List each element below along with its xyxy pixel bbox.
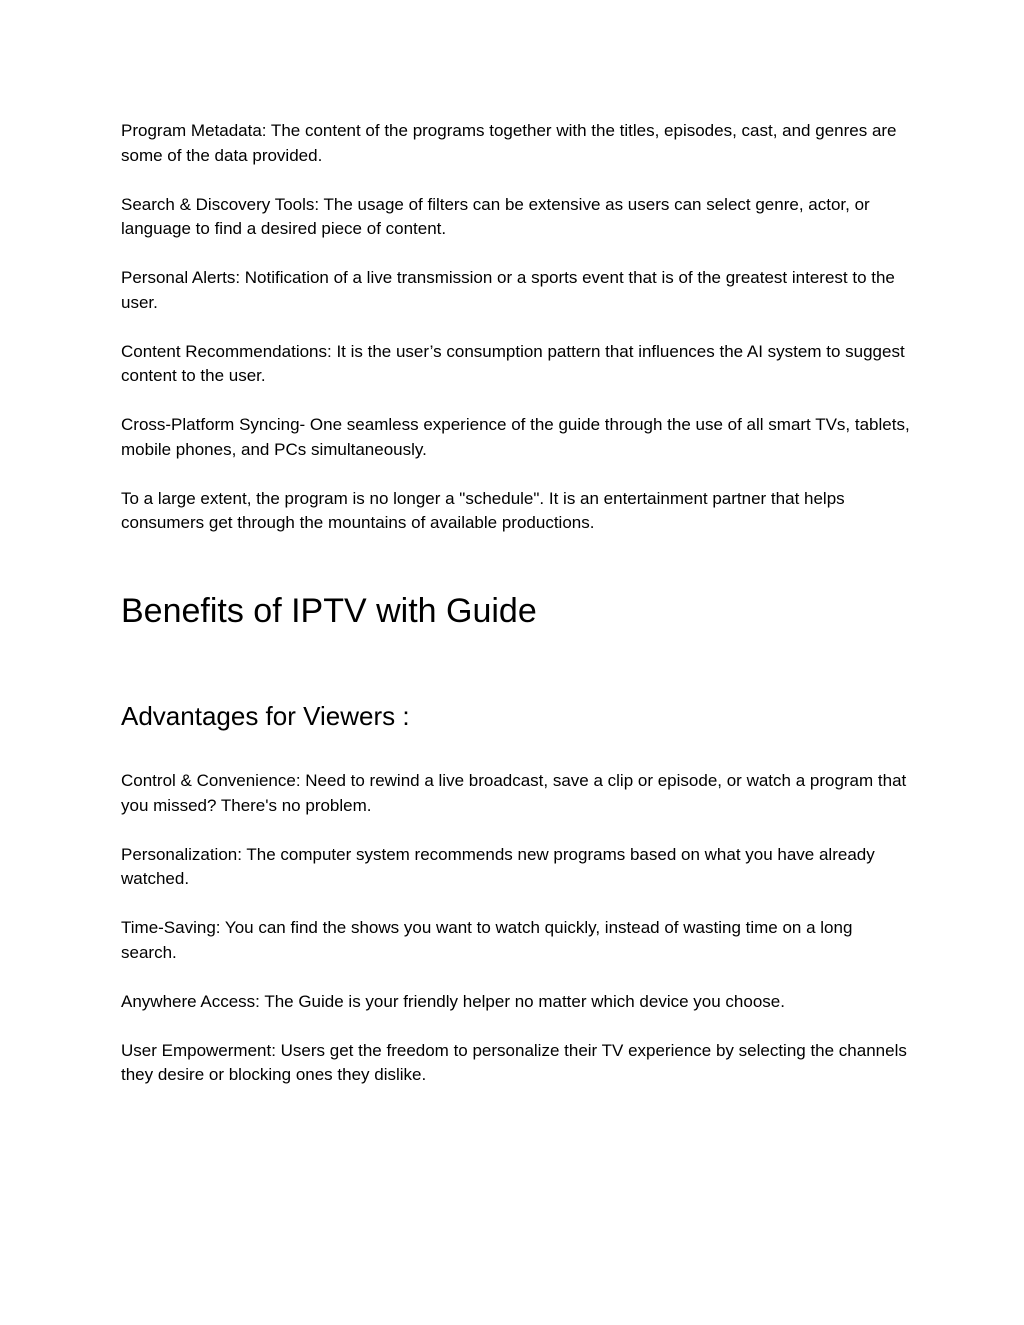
paragraph-entertainment-partner: To a large extent, the program is no longer a "schedule". It is an entertainment partner that helps consumers get through the mountains of available productions.: [121, 488, 845, 532]
advantage-time-saving: Time-Saving: You can find the shows you want to watch quickly, instead of wasting time on a long search.: [121, 918, 853, 962]
advantages-list: [121, 769, 911, 1112]
advantage-user-empowerment: User Empowerment: Users get the freedom to personalize their TV experience by selecting the channels they desire or blocking ones they dislike.: [121, 1040, 907, 1084]
paragraph-content-recommendations: Content Recommendations: It is the user’s consumption pattern that influences the AI system to suggest content to the user.: [121, 341, 905, 385]
advantage-control-convenience: Control & Convenience: Need to rewind a live broadcast, save a clip or episode, or watch a program that you missed? There's no problem.: [121, 771, 907, 815]
paragraph-program-metadata: Program Metadata: The content of the programs together with the titles, episodes, cast, and genres are some of the data provided.: [121, 121, 897, 165]
heading-advantages: Advantages for Viewers :: [121, 701, 410, 731]
heading-benefits: Benefits of IPTV with Guide: [121, 592, 537, 630]
document-page: [121, 119, 911, 1084]
paragraph-search-discovery: Search & Discovery Tools: The usage of filters can be extensive as users can select genre, actor, or language to find a desired piece of content.: [121, 194, 870, 238]
paragraph-cross-platform-syncing: Cross-Platform Syncing- One seamless experience of the guide through the use of all smart TVs, tablets, mobile phones, and PCs simultaneously.: [121, 415, 910, 459]
paragraph-personal-alerts: Personal Alerts: Notification of a live transmission or a sports event that is of the greatest interest to the user.: [121, 268, 895, 312]
advantage-personalization: Personalization: The computer system recommends new programs based on what you have already watched.: [121, 844, 875, 888]
advantage-anywhere-access: Anywhere Access: The Guide is your friendly helper no matter which device you choose.: [121, 991, 785, 1011]
